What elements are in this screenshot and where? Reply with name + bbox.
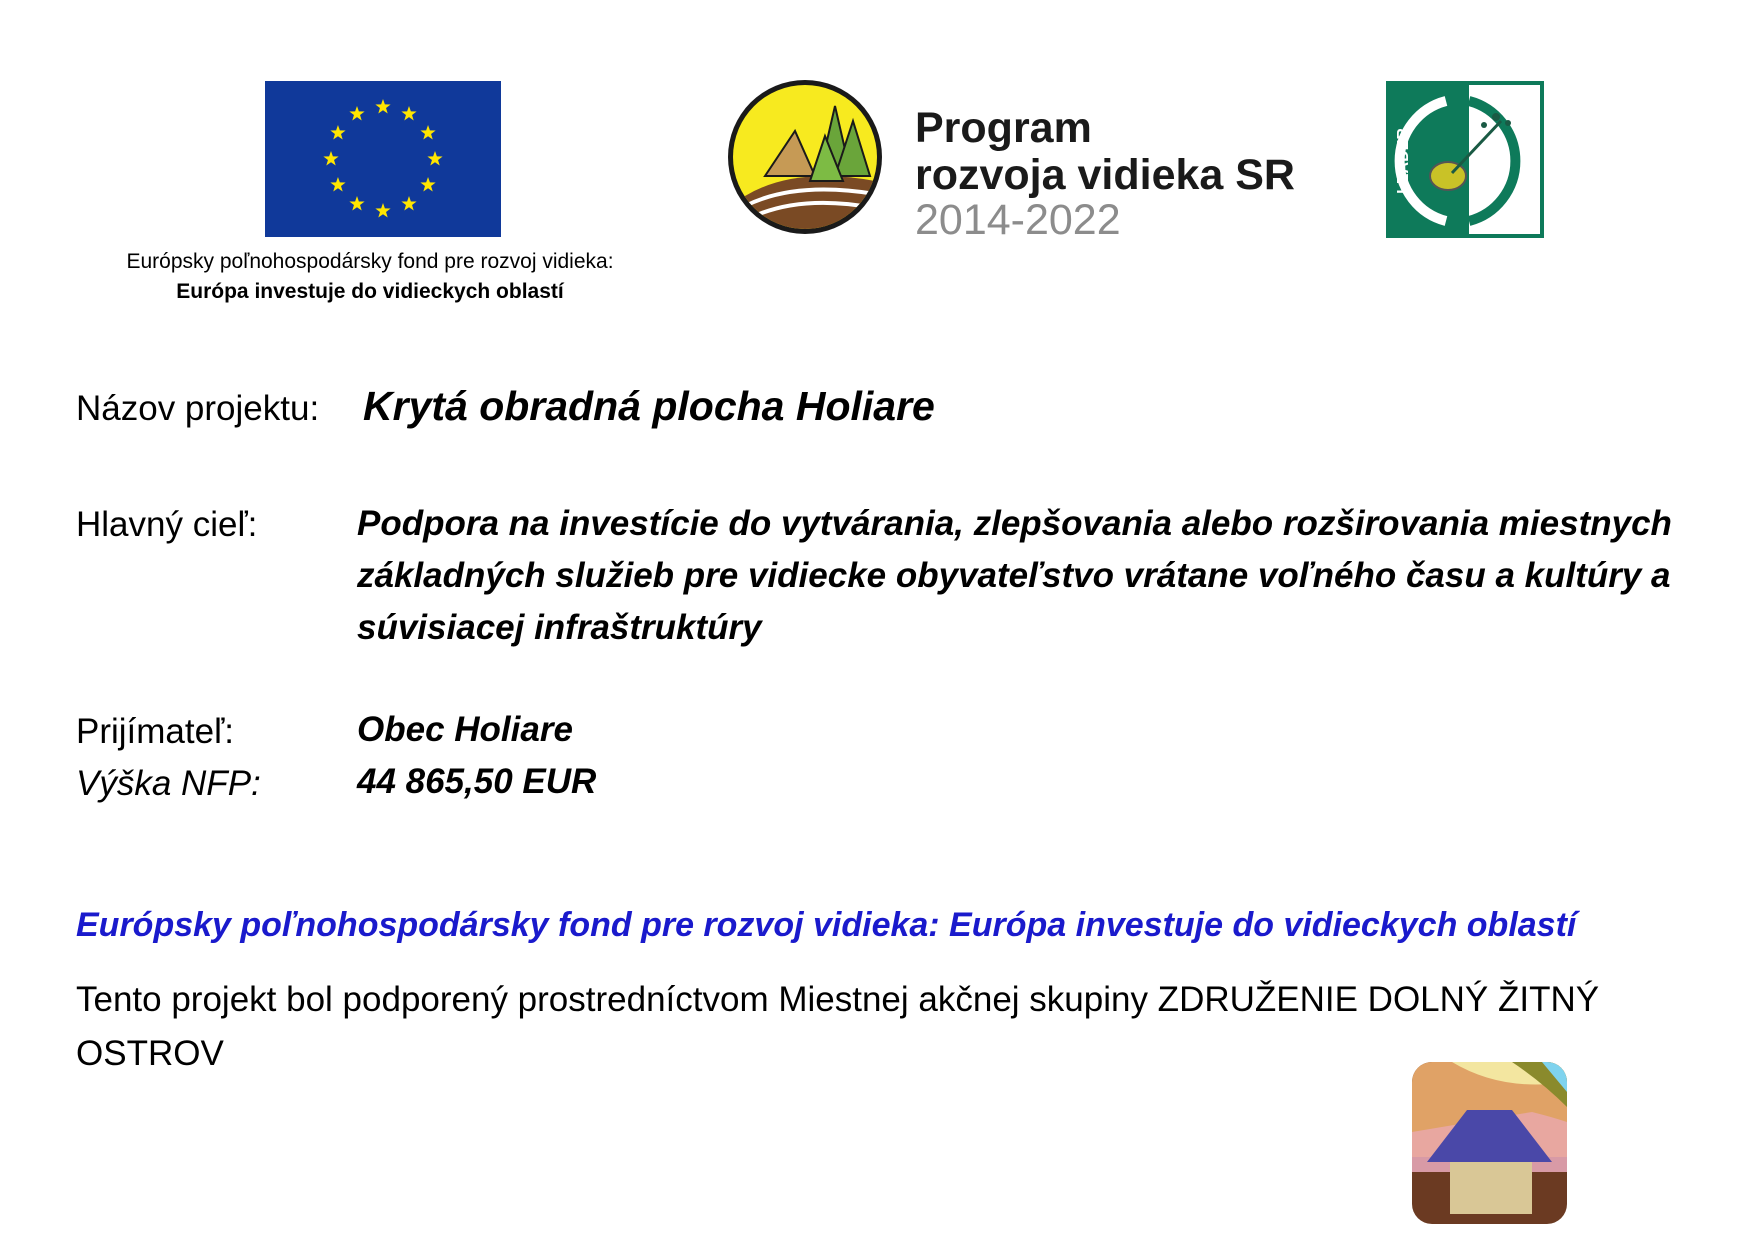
nfp-value: 44 865,50 EUR — [357, 762, 597, 801]
prv-title-line-1: Program — [915, 104, 1092, 152]
mas-logo — [1412, 1062, 1567, 1224]
support-statement: Tento projekt bol podporený prostredníctvom Miestnej akčnej skupiny ZDRUŽENIE DOLNÝ ŽITNÝ OSTROV — [76, 980, 1600, 1073]
eu-flag-logo — [265, 81, 501, 237]
eu-caption-line-1: Európsky poľnohospodársky fond pre rozvoj vidieka: — [126, 250, 614, 273]
recipient-label: Prijímateľ: — [76, 712, 235, 751]
eu-caption-line-2: Európa investuje do vidieckych oblastí — [176, 280, 564, 303]
recipient-value: Obec Holiare — [357, 710, 573, 749]
prv-emblem-logo — [725, 76, 885, 238]
prv-years: 2014-2022 — [915, 196, 1121, 244]
nfp-label: Výška NFP: — [76, 764, 261, 803]
leader-logo-text: LEADER — [1395, 128, 1412, 194]
project-name-value: Krytá obradná plocha Holiare — [363, 383, 935, 429]
leader-logo — [1386, 81, 1544, 238]
main-goal-value: Podpora na investície do vytvárania, zlepšovania alebo rozširovania miestnych základných služieb pre vidiecke obyvateľstvo vrátane voľného času a kultúry a súvisiacej infraštruktúry — [357, 504, 1672, 647]
prv-title-line-2: rozvoja vidieka SR — [915, 151, 1295, 199]
fund-statement: Európsky poľnohospodársky fond pre rozvoj vidieka: Európa investuje do vidieckych oblastí — [76, 906, 1577, 944]
main-goal-label: Hlavný cieľ: — [76, 505, 258, 544]
project-name-label: Názov projektu: — [76, 389, 320, 428]
